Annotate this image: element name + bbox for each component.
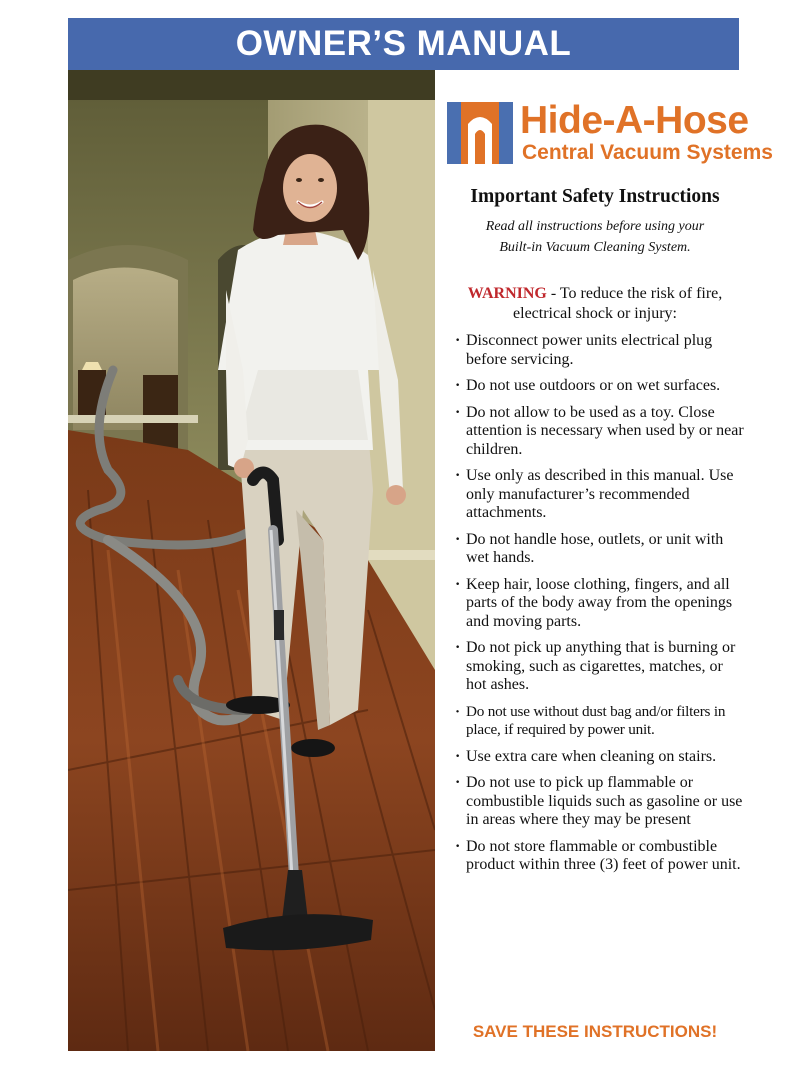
intro-line-1: Read all instructions before using your: [485, 219, 705, 234]
safety-panel: [445, 70, 773, 1051]
list-item: · Do not store flammable or combustible product within three (3) feet of power unit.: [455, 838, 745, 875]
cover-photo: [68, 70, 435, 1051]
list-item: · Do not pick up anything that is burning or smoking, such as cigarettes, matches, or hot ashes.: [455, 639, 745, 695]
list-item: · Disconnect power units electrical plug before servicing.: [455, 332, 745, 369]
brand-tagline: Central Vacuum Systems: [522, 141, 773, 164]
brand-name: Hide-A-Hose: [520, 99, 749, 142]
list-item: · Do not use without dust bag and/or filters in place, if required by power unit.: [455, 703, 745, 740]
title-banner: [68, 18, 739, 70]
warning-text: - To reduce the risk of fire, electrical shock or injury:: [513, 285, 723, 322]
list-item: · Do not allow to be used as a toy. Close attention is necessary when used by or near children.: [455, 404, 745, 460]
list-item: · Do not use to pick up flammable or combustible liquids such as gasoline or use in areas where they may be present: [455, 774, 745, 830]
brand-logo: [447, 99, 773, 166]
list-item: · Do not handle hose, outlets, or unit with wet hands.: [455, 531, 745, 568]
save-instructions-footer: SAVE THESE INSTRUCTIONS!: [472, 1022, 718, 1041]
warning-statement: [445, 284, 745, 324]
safety-intro: [445, 216, 745, 258]
list-item: · Use only as described in this manual. Use only manufacturer’s recommended attachments.: [455, 467, 745, 523]
list-item: · Use extra care when cleaning on stairs.: [455, 748, 745, 767]
warning-label: WARNING: [467, 285, 547, 302]
hide-a-hose-mark-icon: [447, 102, 513, 164]
list-item: · Do not use outdoors or on wet surfaces.: [455, 377, 745, 396]
list-item: · Keep hair, loose clothing, fingers, and all parts of the body away from the openings and moving parts.: [455, 576, 745, 632]
intro-line-2: Built-in Vacuum Cleaning System.: [499, 240, 691, 255]
safety-list: [455, 332, 745, 883]
manual-title: OWNER’S MANUAL: [235, 24, 572, 63]
safety-heading: Important Safety Instructions: [470, 186, 720, 207]
vacuuming-photo-illustration: [68, 70, 435, 1051]
